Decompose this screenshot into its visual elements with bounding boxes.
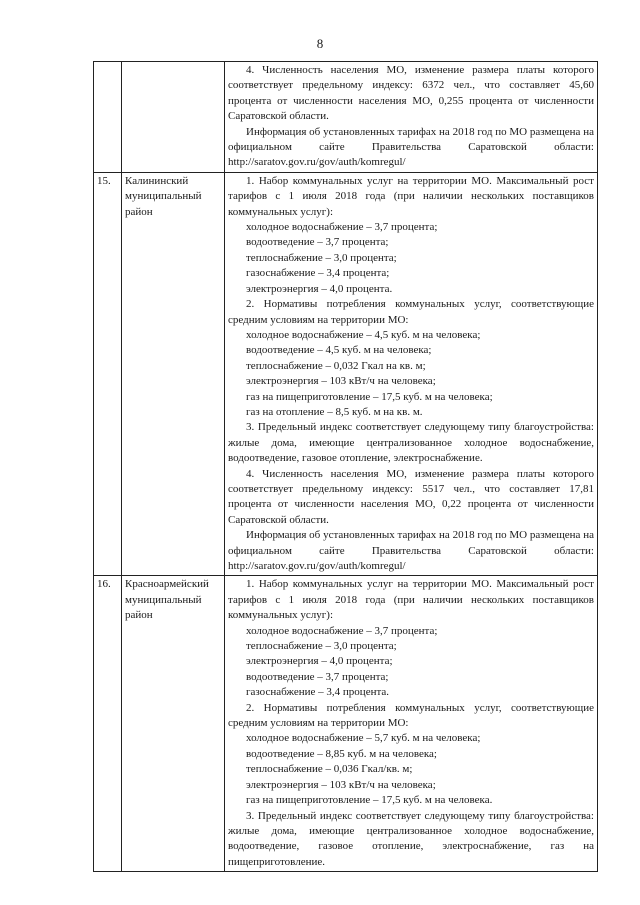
list-item: газоснабжение – 3,4 процента. [246, 686, 390, 699]
table-row [94, 62, 598, 173]
municipality-name: Калининский муниципальный район [122, 172, 225, 576]
list-item: холодное водоснабжение – 3,7 процента; [246, 624, 438, 637]
list-item: водоотведение – 8,85 куб. м на человека; [246, 747, 437, 760]
list-item: газ на пищеприготовление – 17,5 куб. м на человека; [246, 390, 493, 403]
municipality-name: Красноармейский муниципальный район [122, 576, 225, 872]
tariff-table [93, 61, 598, 872]
list-item: электроэнергия – 4,0 процента. [246, 282, 393, 295]
paragraph: 1. Набор коммунальных услуг на территории МО. Максимальный рост тарифов с 1 июля 2018 года (при наличии нескольких поставщиков коммунальных услуг): [228, 578, 594, 622]
paragraph: Информация об установленных тарифах на 2018 год по МО размещена на официальном сайте Правительства Саратовской области: http://saratov.gov.ru/gov/auth/komregul/ [228, 529, 594, 572]
list-item: теплоснабжение – 0,032 Гкал на кв. м; [246, 359, 426, 372]
list-item: газ на отопление – 8,5 куб. м на кв. м. [246, 405, 423, 418]
paragraph: Информация об установленных тарифах на 2018 год по МО размещена на официальном сайте Правительства Саратовской области: http://saratov.gov.ru/gov/auth/komregul/ [228, 125, 594, 169]
table-row [94, 576, 598, 872]
list-item: водоотведение – 3,7 процента; [246, 670, 389, 683]
list-item: водоотведение – 3,7 процента; [246, 236, 389, 249]
table-row [94, 172, 598, 576]
list-item: газ на пищеприготовление – 17,5 куб. м на человека. [246, 794, 493, 807]
row-content [225, 62, 598, 173]
list-item: электроэнергия – 103 кВт/ч на человека; [246, 778, 436, 791]
page-number: 8 [316, 36, 324, 51]
list-item: холодное водоснабжение – 5,7 куб. м на человека; [246, 732, 481, 745]
list-item: теплоснабжение – 3,0 процента; [246, 640, 397, 653]
list-item: электроэнергия – 4,0 процента; [246, 655, 393, 668]
municipality-name [122, 62, 225, 173]
list-item: электроэнергия – 103 кВт/ч на человека; [246, 375, 436, 388]
row-number [94, 62, 122, 173]
paragraph: 2. Нормативы потребления коммунальных услуг, соответствующие средним условиям на территории МО: [228, 298, 594, 326]
list-item: холодное водоснабжение – 4,5 куб. м на человека; [246, 328, 481, 341]
list-item: холодное водоснабжение – 3,7 процента; [246, 221, 438, 234]
list-item: водоотведение – 4,5 куб. м на человека; [246, 344, 432, 357]
paragraph: 2. Нормативы потребления коммунальных услуг, соответствующие средним условиям на территории МО: [228, 701, 594, 730]
list-item: теплоснабжение – 0,036 Гкал/кв. м; [246, 763, 413, 776]
row-content [225, 172, 598, 576]
paragraph: 3. Предельный индекс соответствует следующему типу благоустройства: жилые дома, имеющие централизованное холодное водоснабжение, водоотведение, газовое отопление, электроснабжение. [228, 421, 594, 465]
row-number: 16. [94, 576, 122, 872]
row-number: 15. [94, 172, 122, 576]
paragraph: 3. Предельный индекс соответствует следующему типу благоустройства: жилые дома, имеющие централизованное холодное водоснабжение, водоотведение, газовое отопление, электроснабжение, газ на пищеприготовление. [228, 809, 594, 868]
paragraph: 4. Численность населения МО, изменение размера платы которого соответствует предельному индексу: 6372 чел., что составляет 45,60 процента от численности населения МО, 0,255 процента от численности Саратовской области. [228, 64, 594, 123]
list-item: теплоснабжение – 3,0 процента; [246, 251, 397, 264]
paragraph: 1. Набор коммунальных услуг на территории МО. Максимальный рост тарифов с 1 июля 2018 года (при наличии нескольких поставщиков коммунальных услуг): [228, 174, 594, 218]
list-item: газоснабжение – 3,4 процента; [246, 267, 390, 280]
paragraph: 4. Численность населения МО, изменение размера платы которого соответствует предельному индексу: 5517 чел., что составляет 17,81 процента от численности населения МО, 0,22 процента от численности Саратовской области. [228, 467, 594, 526]
row-content [225, 576, 598, 872]
